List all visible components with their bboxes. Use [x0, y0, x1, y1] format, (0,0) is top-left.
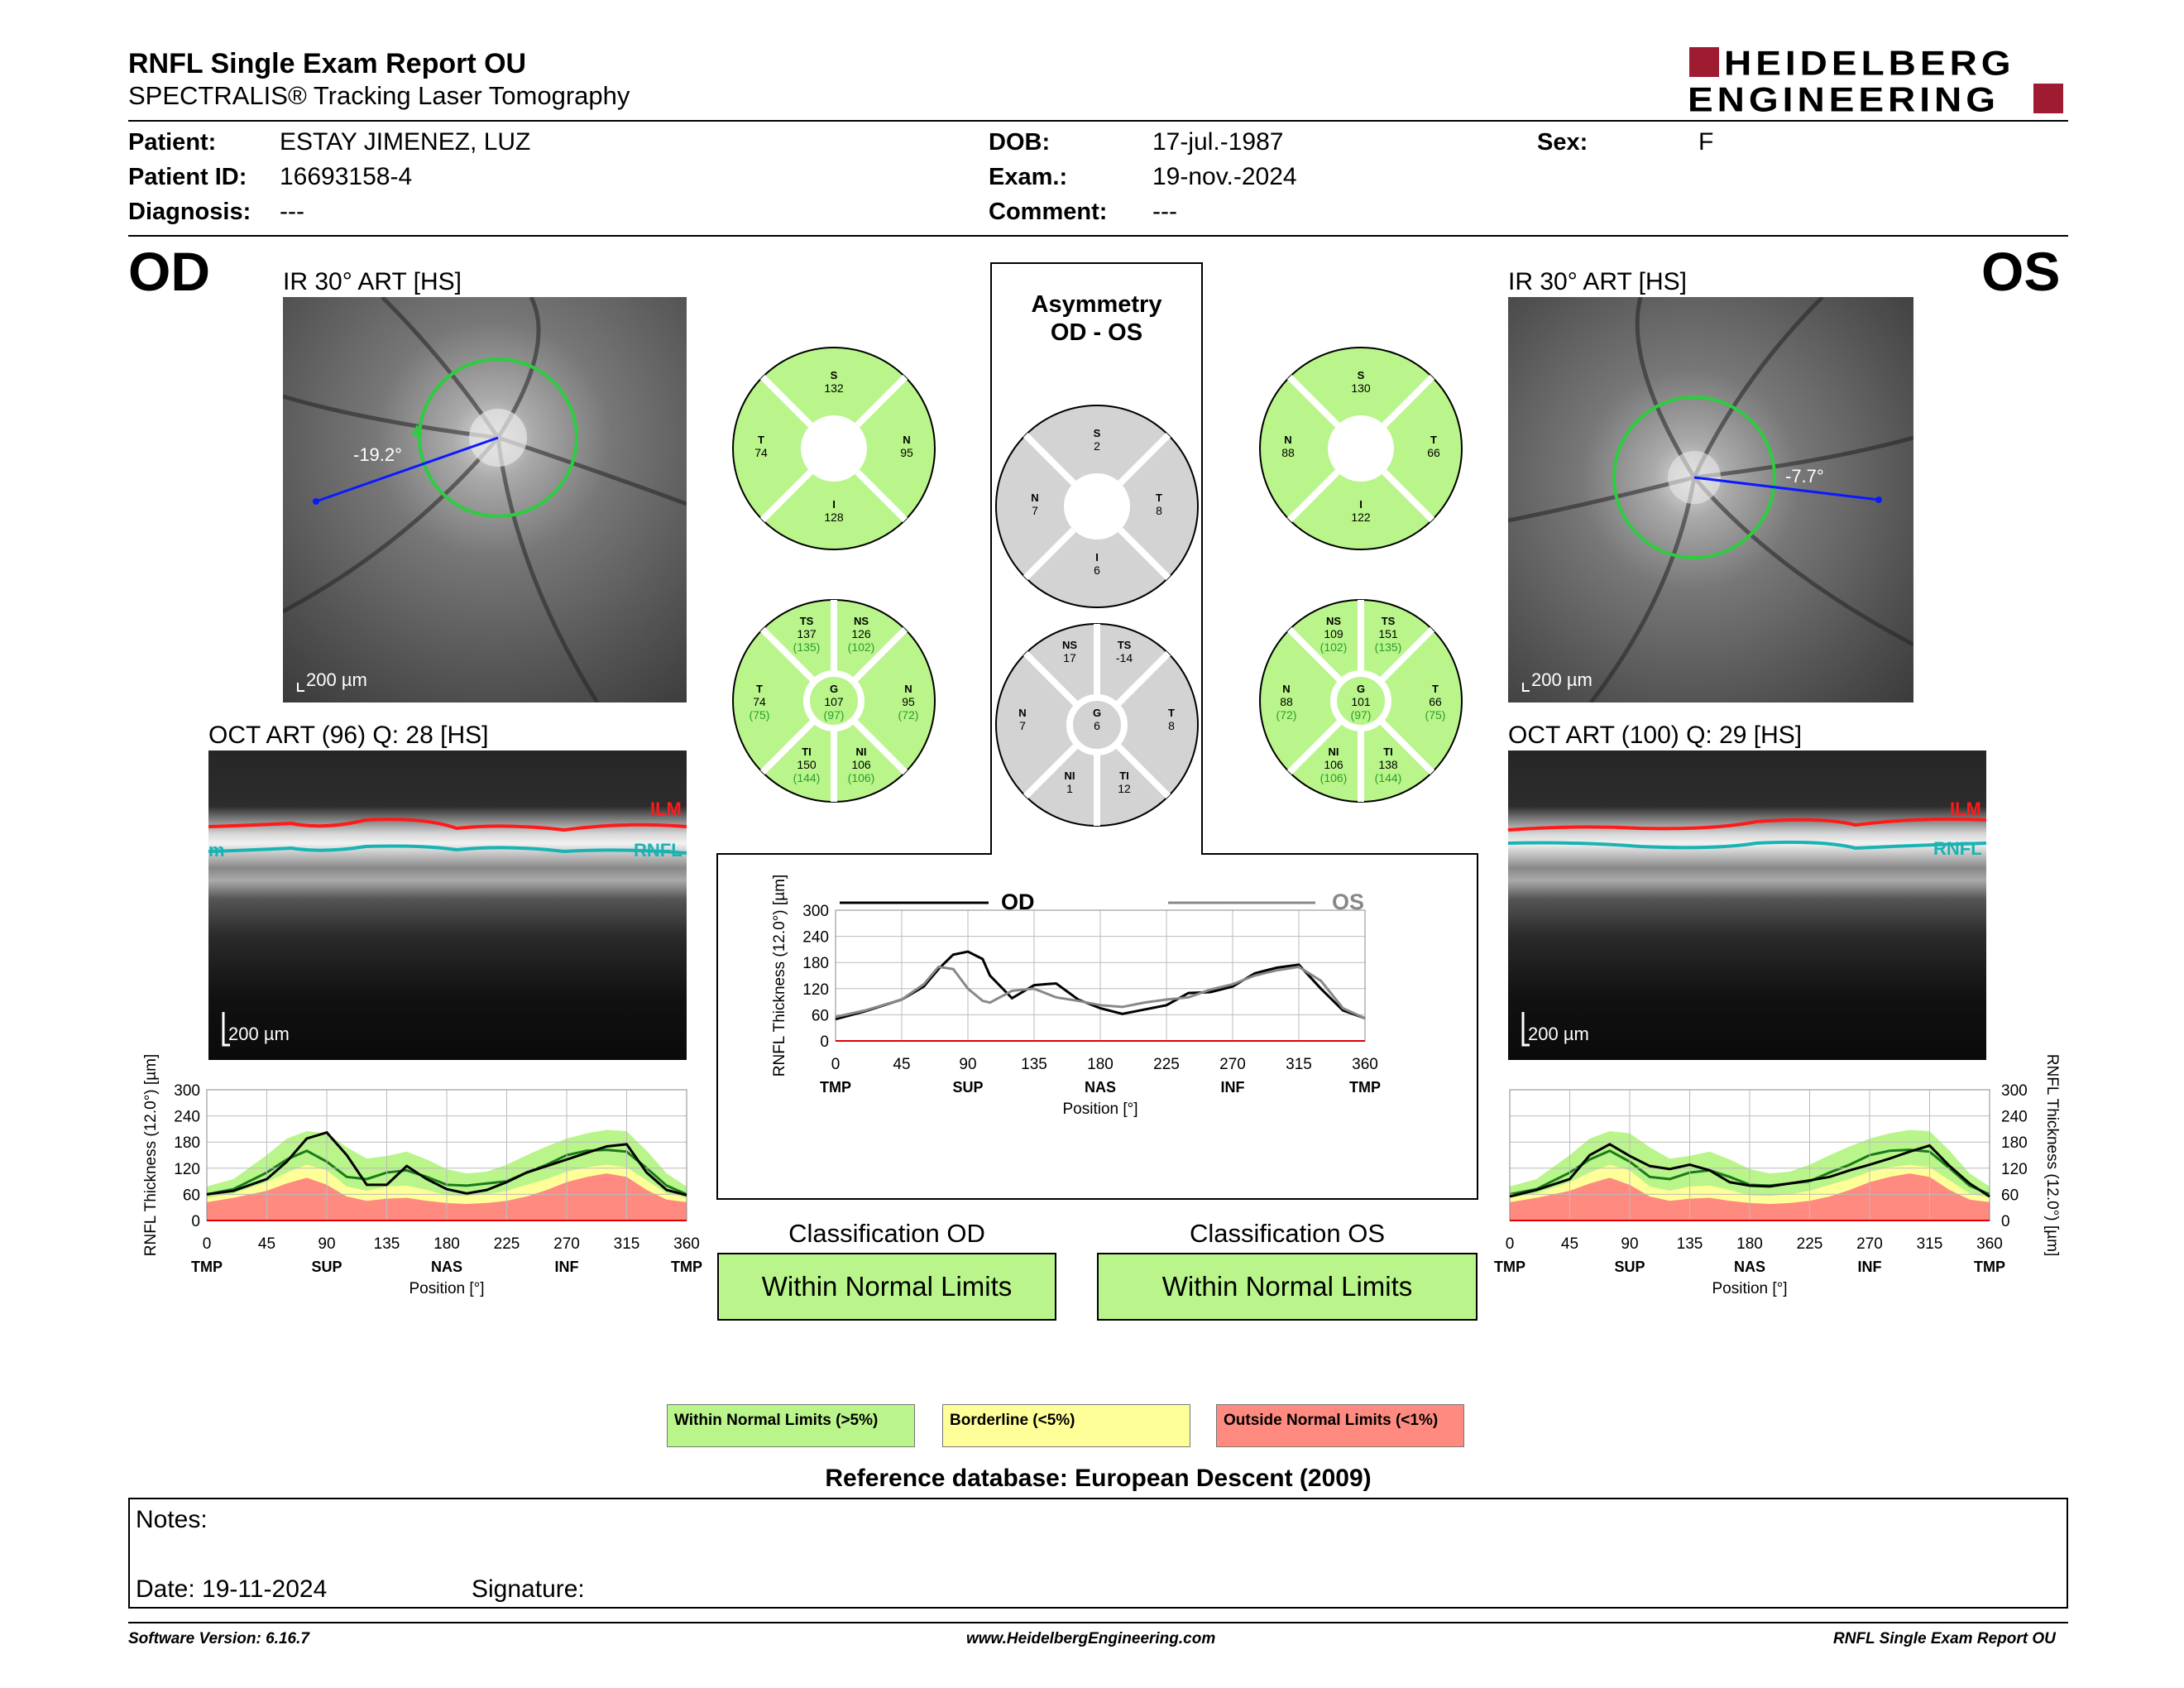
footer-url[interactable]: www.HeidelbergEngineering.com — [966, 1630, 1216, 1647]
patient-id-label: Patient ID: — [128, 164, 247, 190]
chart-os-region-1: SUP — [1614, 1259, 1645, 1275]
os6-sector-ni-reference: (106) — [1320, 771, 1348, 784]
os-ir-scale: 200 µm — [1531, 669, 1592, 690]
as4-sector-s-value: 2 — [1094, 439, 1100, 453]
chart-os-ytick-240: 240 — [2001, 1108, 2028, 1126]
od6-sector-ti-value: 150 — [797, 758, 817, 771]
chart-os-xtick-180: 180 — [1736, 1235, 1763, 1253]
as4-sector-t-name: T — [1156, 492, 1162, 504]
as6-sector-ti-name: TI — [1119, 770, 1129, 782]
footer-divider — [128, 1622, 2068, 1623]
od6-sector-n-name: N — [904, 683, 912, 695]
chart-os-ytick-0: 0 — [2001, 1213, 2010, 1230]
od6-sector-t-name: T — [756, 683, 763, 695]
chart-od-xtick-315: 315 — [613, 1235, 640, 1253]
os6-sector-ts-value: 151 — [1378, 627, 1398, 640]
chart-as-xtick-0: 0 — [831, 1056, 841, 1073]
as6-sector-g-value: 6 — [1094, 719, 1100, 732]
chart-os-ytick-120: 120 — [2001, 1160, 2028, 1178]
chart-as-ylabel: RNFL Thickness (12.0°) [µm] — [771, 874, 788, 1077]
od-ir-scale: 200 µm — [306, 669, 367, 690]
od4-dial-center — [801, 415, 867, 482]
asymmetry-rnfl-profile-chart — [753, 874, 1382, 1125]
notes-label: Notes: — [136, 1506, 208, 1533]
od6-sector-g-value: 107 — [824, 695, 844, 708]
chart-od-xtick-45: 45 — [257, 1235, 276, 1253]
chart-os-region-2: NAS — [1733, 1259, 1766, 1275]
os6-sector-ts-reference: (135) — [1374, 640, 1402, 654]
os6-sector-t-reference: (75) — [1425, 708, 1446, 722]
chart-od-xtick-270: 270 — [553, 1235, 580, 1253]
as6-sector-ti-value: 12 — [1118, 782, 1131, 795]
comment-value: --- — [1152, 198, 1177, 225]
od6-sector-g-reference: (97) — [823, 708, 845, 722]
os4-sector-t-value: 66 — [1427, 446, 1440, 459]
chart-os-ytick-60: 60 — [2001, 1187, 2019, 1205]
as6-sector-ni-name: NI — [1064, 770, 1075, 782]
od-ir-title: IR 30° ART [HS] — [283, 268, 462, 295]
dob-value: 17-jul.-1987 — [1152, 128, 1284, 156]
os6-sector-ns-name: NS — [1325, 615, 1342, 627]
exam-label: Exam.: — [989, 164, 1068, 190]
report-title: RNFL Single Exam Report OU — [128, 48, 527, 79]
os4-sector-s-name: S — [1357, 369, 1365, 381]
chart-od-ytick-240: 240 — [174, 1108, 200, 1126]
os6-sector-g-value: 101 — [1351, 695, 1371, 708]
classification-od-value: Within Normal Limits — [761, 1271, 1013, 1302]
od-rnfl-profile-chart — [132, 1053, 702, 1316]
chart-od-ytick-60: 60 — [182, 1187, 200, 1205]
chart-od-ylabel: RNFL Thickness (12.0°) [µm] — [142, 1053, 160, 1257]
os6-sector-t-value: 66 — [1429, 695, 1442, 708]
os6-sector-ti-reference: (144) — [1374, 771, 1402, 784]
chart-os-xtick-90: 90 — [1621, 1235, 1639, 1253]
od4-sector-s-value: 132 — [824, 381, 844, 395]
as6-sector-ns-name: NS — [1061, 639, 1078, 651]
od4-sector-t-value: 74 — [754, 446, 768, 459]
od4-sector-n-name: N — [903, 434, 911, 446]
classification-od-title: Classification OD — [788, 1219, 985, 1248]
logo-text-engineering: ENGINEERING — [1688, 79, 2000, 119]
sex-value: F — [1698, 128, 1714, 156]
as6-sector-ns-value: 17 — [1063, 651, 1076, 664]
patient-name: ESTAY JIMENEZ, LUZ — [280, 128, 531, 156]
legend-outside-normal-text: Outside Normal Limits (<1%) — [1224, 1412, 1439, 1429]
chart-od-xtick-225: 225 — [493, 1235, 520, 1253]
chart-od-region-2: NAS — [430, 1259, 463, 1275]
dob-label: DOB: — [989, 129, 1051, 156]
legend-outside-normal — [1216, 1404, 1464, 1447]
os4-sector-s-value: 130 — [1351, 381, 1371, 395]
chart-os-ytick-300: 300 — [2001, 1082, 2028, 1100]
os4-sector-i-value: 122 — [1351, 511, 1371, 524]
od4-sector-n-value: 95 — [900, 446, 913, 459]
as6-sector-n-value: 7 — [1019, 719, 1026, 732]
chart-od-ytick-180: 180 — [174, 1134, 200, 1153]
patient-id: 16693158-4 — [280, 163, 413, 190]
od6-sector-ts-reference: (135) — [793, 640, 821, 654]
os4-sector-i-name: I — [1359, 498, 1363, 511]
od6-sector-ni-name: NI — [855, 746, 867, 758]
legend-borderline — [942, 1404, 1190, 1447]
signature-label: Signature: — [472, 1575, 585, 1603]
os6-sector-ts-name: TS — [1381, 615, 1396, 627]
os-angle: -7.7° — [1785, 466, 1824, 487]
od6-sector-ni-value: 106 — [851, 758, 871, 771]
os-ir-title: IR 30° ART [HS] — [1508, 268, 1687, 295]
chart-od-xtick-90: 90 — [318, 1235, 336, 1253]
as6-sector-t-value: 8 — [1168, 719, 1175, 732]
chart-as-ytick-0: 0 — [820, 1033, 829, 1051]
chart-os-xtick-135: 135 — [1676, 1235, 1703, 1253]
as6-sector-n-name: N — [1018, 707, 1027, 719]
chart-as-ytick-60: 60 — [811, 1007, 829, 1025]
asymmetry-subtitle: OD - OS — [1050, 319, 1143, 346]
as6-sector-ni-value: 1 — [1066, 782, 1073, 795]
os-oct-scale: 200 µm — [1528, 1024, 1589, 1044]
chart-as-xtick-45: 45 — [893, 1056, 911, 1073]
chart-as-xtick-270: 270 — [1219, 1056, 1246, 1073]
os4-sector-n-name: N — [1284, 434, 1292, 446]
report-subtitle: SPECTRALIS® Tracking Laser Tomography — [128, 81, 630, 110]
od6-sector-ts-name: TS — [799, 615, 814, 627]
as4-sector-n-value: 7 — [1032, 504, 1038, 517]
logo-text-heidelberg: HEIDELBERG — [1724, 43, 2015, 83]
od-rnfl-partial-label: m — [208, 840, 225, 861]
os6-sector-g-reference: (97) — [1350, 708, 1372, 722]
od6-sector-g-name: G — [829, 683, 839, 695]
as4-sector-i-name: I — [1095, 551, 1099, 563]
patient-label: Patient: — [128, 129, 217, 156]
chart-os-xtick-270: 270 — [1856, 1235, 1883, 1253]
software-version: Software Version: 6.16.7 — [128, 1630, 309, 1647]
chart-as-xtick-315: 315 — [1286, 1056, 1312, 1073]
os-rnfl-profile-chart — [1489, 1053, 2126, 1316]
chart-as-xtick-225: 225 — [1153, 1056, 1180, 1073]
od6-sector-ns-value: 126 — [851, 627, 871, 640]
chart-os-ytick-180: 180 — [2001, 1134, 2028, 1153]
od6-sector-ti-name: TI — [802, 746, 812, 758]
legend-within-normal-text: Within Normal Limits (>5%) — [674, 1412, 879, 1429]
as6-sector-t-name: T — [1168, 707, 1175, 719]
as4-dial-center — [1064, 473, 1130, 539]
chart-as-region-3: INF — [1220, 1079, 1245, 1096]
diagnosis-label: Diagnosis: — [128, 199, 251, 225]
asymmetry-legend-os: OS — [1332, 890, 1365, 914]
os6-sector-ns-value: 109 — [1324, 627, 1343, 640]
as4-sector-n-name: N — [1031, 492, 1039, 504]
chart-os-xtick-0: 0 — [1505, 1235, 1515, 1253]
exam-date: 19-nov.-2024 — [1152, 163, 1297, 190]
os-eye-label: OS — [1981, 241, 2061, 302]
od-oct-scale: 200 µm — [228, 1024, 290, 1044]
footer-report-name: RNFL Single Exam Report OU — [1833, 1630, 2056, 1647]
chart-od-xtick-180: 180 — [433, 1235, 460, 1253]
od6-sector-ns-name: NS — [853, 615, 869, 627]
chart-od-ytick-0: 0 — [191, 1213, 200, 1230]
os6-sector-ni-value: 106 — [1324, 758, 1343, 771]
os6-sector-g-name: G — [1356, 683, 1366, 695]
od6-sector-t-reference: (75) — [749, 708, 770, 722]
os6-sector-ti-name: TI — [1383, 746, 1393, 758]
as4-sector-s-name: S — [1093, 427, 1101, 439]
os6-sector-ti-value: 138 — [1378, 758, 1398, 771]
od-ilm-label: ILM — [650, 798, 682, 819]
chart-od-region-3: INF — [554, 1259, 579, 1275]
os-rnfl-label: RNFL — [1933, 838, 1982, 859]
chart-as-xtick-180: 180 — [1087, 1056, 1114, 1073]
chart-os-region-4: TMP — [1974, 1259, 2005, 1275]
chart-os-xtick-225: 225 — [1796, 1235, 1823, 1253]
od6-sector-n-reference: (72) — [898, 708, 919, 722]
chart-od-ytick-120: 120 — [174, 1160, 200, 1178]
chart-od-xtick-360: 360 — [673, 1235, 700, 1253]
os6-sector-n-value: 88 — [1280, 695, 1293, 708]
od6-sector-ni-reference: (106) — [847, 771, 875, 784]
chart-od-region-4: TMP — [671, 1259, 702, 1275]
os4-dial-center — [1328, 415, 1394, 482]
legend-borderline-text: Borderline (<5%) — [950, 1412, 1075, 1429]
os6-sector-ns-reference: (102) — [1320, 640, 1348, 654]
chart-as-xlabel: Position [°] — [1062, 1101, 1138, 1118]
od6-sector-ts-value: 137 — [797, 627, 817, 640]
os6-sector-t-name: T — [1432, 683, 1439, 695]
os6-sector-n-reference: (72) — [1276, 708, 1297, 722]
od-rnfl-label: RNFL — [634, 840, 682, 861]
as6-sector-ts-name: TS — [1117, 639, 1132, 651]
chart-as-xtick-135: 135 — [1021, 1056, 1047, 1073]
chart-as-region-4: TMP — [1349, 1079, 1381, 1096]
os4-sector-t-name: T — [1430, 434, 1437, 446]
notes-box — [128, 1498, 2068, 1609]
os4-sector-n-value: 88 — [1281, 446, 1295, 459]
classification-os-value: Within Normal Limits — [1161, 1271, 1413, 1302]
chart-od-ytick-300: 300 — [174, 1082, 200, 1100]
chart-as-xtick-90: 90 — [959, 1056, 977, 1073]
chart-os-xtick-315: 315 — [1916, 1235, 1943, 1253]
as6-sector-g-name: G — [1092, 707, 1102, 719]
notes-date: Date: 19-11-2024 — [136, 1575, 328, 1603]
od6-sector-ns-reference: (102) — [847, 640, 875, 654]
chart-as-region-2: NAS — [1084, 1079, 1117, 1096]
as4-sector-t-value: 8 — [1156, 504, 1162, 517]
asymmetry-title: Asymmetry — [1031, 291, 1162, 318]
legend-within-normal — [667, 1404, 915, 1447]
os-ilm-label: ILM — [1950, 798, 1981, 819]
chart-os-region-0: TMP — [1494, 1259, 1525, 1275]
chart-os-region-3: INF — [1857, 1259, 1882, 1275]
chart-as-ytick-120: 120 — [802, 981, 829, 999]
chart-as-xtick-360: 360 — [1352, 1056, 1378, 1073]
chart-as-region-0: TMP — [820, 1079, 851, 1096]
od6-sector-n-value: 95 — [902, 695, 915, 708]
od4-sector-i-value: 128 — [824, 511, 844, 524]
chart-as-ytick-300: 300 — [802, 903, 829, 920]
chart-od-region-0: TMP — [191, 1259, 223, 1275]
od-eye-label: OD — [128, 241, 210, 302]
od4-sector-s-name: S — [830, 369, 838, 381]
as4-sector-i-value: 6 — [1094, 563, 1100, 577]
chart-as-ytick-180: 180 — [802, 955, 829, 973]
os6-sector-n-name: N — [1282, 683, 1291, 695]
classification-od-box — [717, 1253, 1056, 1321]
os6-sector-ni-name: NI — [1328, 746, 1339, 758]
chart-od-xtick-0: 0 — [202, 1235, 212, 1253]
as6-sector-ts-value: -14 — [1115, 651, 1133, 664]
chart-od-region-1: SUP — [311, 1259, 342, 1275]
classification-os-title: Classification OS — [1189, 1219, 1386, 1248]
chart-os-xlabel: Position [°] — [1712, 1280, 1788, 1297]
sex-label: Sex: — [1537, 129, 1588, 156]
od-angle: -19.2° — [353, 444, 402, 465]
od6-sector-ti-reference: (144) — [793, 771, 821, 784]
chart-os-xtick-360: 360 — [1976, 1235, 2003, 1253]
chart-os-ylabel: RNFL Thickness (12.0°) [µm] — [2043, 1053, 2061, 1257]
chart-od-xlabel: Position [°] — [409, 1280, 485, 1297]
classification-os-box — [1097, 1253, 1478, 1321]
od-oct-title: OCT ART (96) Q: 28 [HS] — [208, 722, 489, 749]
od4-sector-i-name: I — [832, 498, 836, 511]
chart-as-ytick-240: 240 — [802, 928, 829, 947]
od6-sector-t-value: 74 — [753, 695, 766, 708]
comment-label: Comment: — [989, 199, 1108, 225]
chart-od-xtick-135: 135 — [373, 1235, 400, 1253]
os-oct-title: OCT ART (100) Q: 29 [HS] — [1508, 722, 1803, 749]
chart-as-region-1: SUP — [952, 1079, 984, 1096]
od4-sector-t-name: T — [758, 434, 764, 446]
reference-database: Reference database: European Descent (2009) — [825, 1465, 1372, 1492]
chart-os-xtick-45: 45 — [1560, 1235, 1579, 1253]
diagnosis-value: --- — [280, 198, 304, 225]
asymmetry-legend-od: OD — [1001, 890, 1035, 914]
